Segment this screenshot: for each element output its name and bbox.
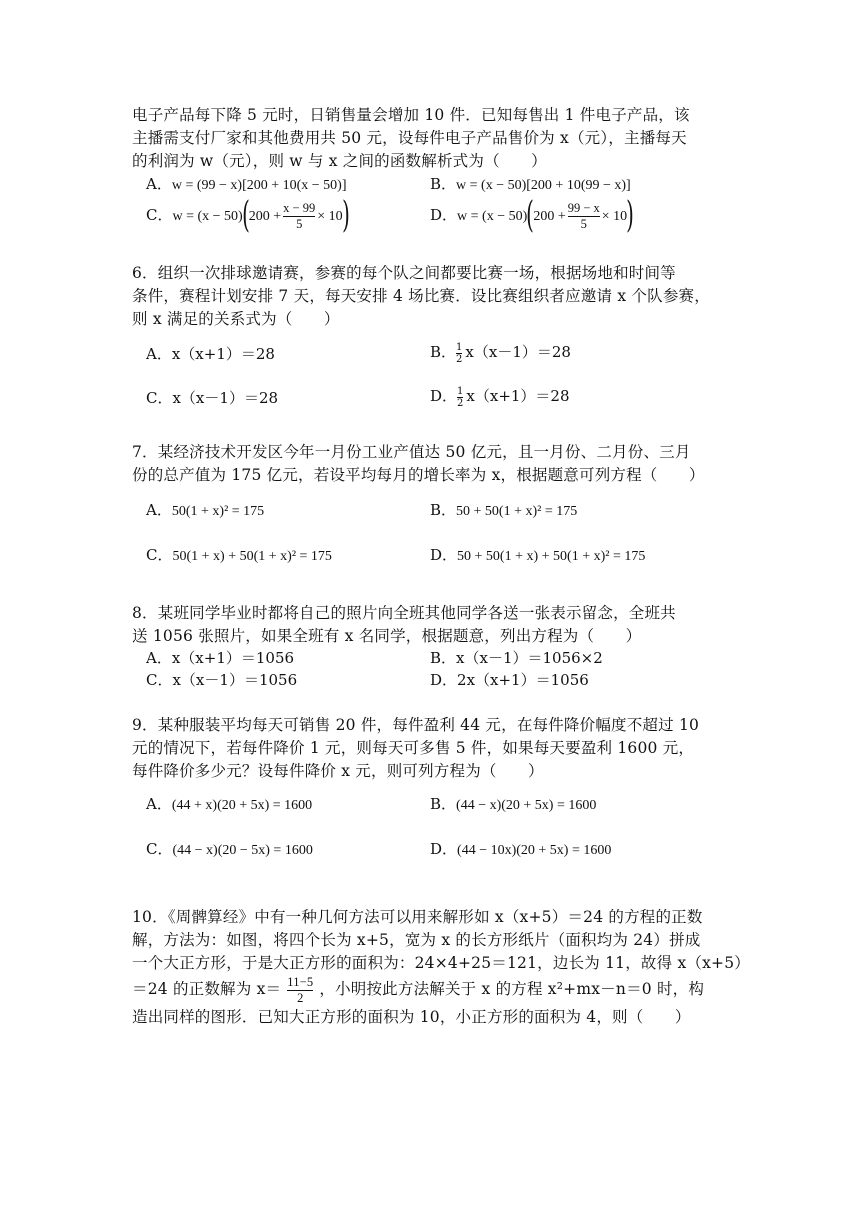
q7-option-a[interactable] — [146, 499, 264, 523]
q5-option-c-fraction — [283, 201, 315, 232]
q5-option-a[interactable] — [146, 173, 347, 197]
q10-solution-numerator: 11−5 — [287, 974, 314, 989]
q6-option-b-denominator: 2 — [456, 353, 463, 365]
q10-line4-post: ，小明按此方法解关于 x 的方程 x²+mx－n＝0 时，构 — [319, 980, 705, 998]
q6-option-d-fraction — [457, 386, 463, 409]
q9-option-c-label: C． — [146, 840, 173, 858]
q9-option-c[interactable] — [146, 838, 313, 862]
q7-option-b-label: B． — [430, 501, 457, 519]
q6-stem-line-2: 条件，赛程计划安排 7 天，每天安排 4 场比赛．设比赛组织者应邀请 x 个队参赛， — [132, 287, 710, 305]
q5-option-c-label: C． — [146, 206, 173, 224]
q5-option-d-tail: × 10 — [601, 209, 628, 224]
q8-stem-line-2: 送 1056 张照片，如果全班有 x 名同学，根据题意，列出方程为（ ） — [132, 627, 642, 645]
q6-option-c[interactable]: C．x（x－1）＝28 — [146, 389, 279, 407]
q6-option-b-label: B． — [430, 343, 457, 361]
q5-stem-line-1: 电子产品每下降 5 元时，日销售量会增加 10 件．已知每售出 1 件电子产品，该 — [132, 106, 690, 124]
q9-option-b-expr: (44 − x)(20 + 5x) = 1600 — [456, 798, 597, 813]
q10-stem-line-5: 造出同样的图形．已知大正方形的面积为 10，小正方形的面积为 4，则（ ） — [132, 1008, 691, 1026]
q9-option-d[interactable] — [430, 838, 611, 862]
q9-option-b[interactable] — [430, 793, 596, 817]
q5-option-d-numerator: 99 − x — [567, 200, 600, 215]
q7-option-a-expr: 50(1 + x)² = 175 — [171, 504, 265, 519]
q5-option-a-label: A． — [146, 175, 172, 193]
q10-solution-denominator: 2 — [287, 990, 313, 1006]
q7-stem-line-2: 份的总产值为 175 亿元，若设平均每月的增长率为 x，根据题意可列方程（ ） — [132, 466, 705, 484]
q5-option-c-lparen: ( — [241, 195, 250, 236]
q9-stem-line-2: 元的情况下，若每件降价 1 元，则每天可多售 5 件，如果每天要盈利 1600 元， — [132, 739, 695, 757]
q5-option-c[interactable] — [146, 195, 350, 236]
q9-stem-line-1: 9．某种服装平均每天可销售 20 件，每件盈利 44 元，在每件降价幅度不超过 10 — [132, 716, 700, 734]
q9-stem-line-3: 每件降价多少元？设每件降价 x 元，则可列方程为（ ） — [132, 762, 544, 780]
q10-stem-line-2: 解，方法为：如图，将四个长为 x+5，宽为 x 的长方形纸片（面积均为 24）拼成 — [132, 931, 701, 949]
q5-option-d-label: D． — [430, 206, 458, 224]
q5-option-d-rparen: ) — [626, 195, 635, 236]
q8-option-a[interactable]: A．x（x+1）＝1056 — [146, 649, 295, 667]
q5-option-c-pre: w = (x − 50) — [172, 209, 243, 224]
q9-option-a[interactable] — [146, 793, 312, 817]
q5-option-c-rparen: ) — [341, 195, 350, 236]
q8-option-c[interactable]: C．x（x－1）＝1056 — [146, 671, 298, 689]
q6-option-a[interactable]: A．x（x+1）＝28 — [146, 345, 275, 363]
q6-option-b-numerator: 1 — [456, 341, 463, 353]
q9-option-d-expr: (44 − 10x)(20 + 5x) = 1600 — [457, 843, 612, 858]
q5-stem-line-3: 的利润为 w（元），则 w 与 x 之间的函数解析式为（ ） — [132, 152, 547, 170]
q10-solution-fraction — [287, 975, 313, 1006]
q9-option-b-label: B． — [430, 795, 457, 813]
q5-option-b-label: B． — [430, 175, 457, 193]
q7-option-a-label: A． — [146, 501, 172, 519]
q5-option-c-tail: × 10 — [317, 209, 343, 224]
q6-option-d-label: D． — [430, 387, 458, 405]
q10-line4-pre: ＝24 的正数解为 x＝ — [132, 980, 282, 998]
q7-stem-line-1: 7．某经济技术开发区今年一月份工业产值达 50 亿元，且一月份、二月份、三月 — [132, 443, 691, 461]
q5-option-b[interactable] — [430, 173, 631, 197]
q9-option-a-label: A． — [146, 795, 172, 813]
q5-option-d[interactable] — [430, 195, 635, 236]
q5-option-d-pre: w = (x − 50) — [457, 209, 528, 224]
q8-option-d[interactable]: D．2x（x+1）＝1056 — [430, 671, 589, 689]
q5-option-c-numerator: x − 99 — [283, 200, 316, 215]
q10-stem-line-1: 10．《周髀算经》中有一种几何方法可以用来解形如 x（x+5）＝24 的方程的正数 — [132, 908, 703, 926]
q5-option-c-lead: 200 + — [248, 209, 282, 224]
q7-option-d-expr: 50 + 50(1 + x) + 50(1 + x)² = 175 — [457, 549, 646, 564]
q8-option-b[interactable]: B．x（x－1）＝1056×2 — [430, 649, 603, 667]
q5-option-a-expr: w = (99 − x)[200 + 10(x − 50)] — [171, 178, 347, 193]
q8-stem-line-1: 8．某班同学毕业时都将自己的照片向全班其他同学各送一张表示留念，全班共 — [132, 604, 676, 622]
q6-option-d-denominator: 2 — [457, 397, 464, 409]
q6-option-d-numerator: 1 — [457, 385, 464, 397]
q9-option-d-label: D． — [430, 840, 458, 858]
q7-option-c[interactable] — [146, 544, 332, 568]
q9-option-a-expr: (44 + x)(20 + 5x) = 1600 — [171, 798, 313, 813]
q5-option-c-denominator: 5 — [283, 216, 315, 232]
q7-option-b-expr: 50 + 50(1 + x)² = 175 — [456, 504, 578, 519]
q7-option-d-label: D． — [430, 546, 458, 564]
q7-option-b[interactable] — [430, 499, 577, 523]
q10-stem-line-4 — [132, 972, 732, 1006]
q6-option-b-fraction — [456, 342, 462, 365]
q9-option-c-expr: (44 − x)(20 − 5x) = 1600 — [172, 843, 313, 858]
q6-option-d[interactable] — [430, 385, 570, 409]
q5-option-d-lead: 200 + — [533, 209, 566, 224]
q10-stem-line-3: 一个大正方形，于是大正方形的面积为：24×4+25＝121，边长为 11，故得 x（x+5） — [132, 954, 750, 972]
q6-stem-line-3: 则 x 满足的关系式为（ ） — [132, 310, 340, 328]
q5-option-b-expr: w = (x − 50)[200 + 10(99 − x)] — [456, 178, 631, 193]
q7-option-c-expr: 50(1 + x) + 50(1 + x)² = 175 — [172, 549, 332, 564]
q6-option-b[interactable] — [430, 341, 571, 365]
q5-option-d-lparen: ( — [526, 195, 535, 236]
q5-option-d-fraction — [568, 201, 600, 232]
q5-option-d-denominator: 5 — [568, 216, 600, 232]
q5-stem-line-2: 主播需支付厂家和其他费用共 50 元，设每件电子产品售价为 x（元），主播每天 — [132, 129, 687, 147]
q6-stem-line-1: 6．组织一次排球邀请赛，参赛的每个队之间都要比赛一场，根据场地和时间等 — [132, 264, 676, 282]
q6-option-d-rest: x（x+1）＝28 — [466, 387, 570, 405]
q7-option-d[interactable] — [430, 544, 645, 568]
q7-option-c-label: C． — [146, 546, 173, 564]
q6-option-b-rest: x（x－1）＝28 — [465, 343, 571, 361]
